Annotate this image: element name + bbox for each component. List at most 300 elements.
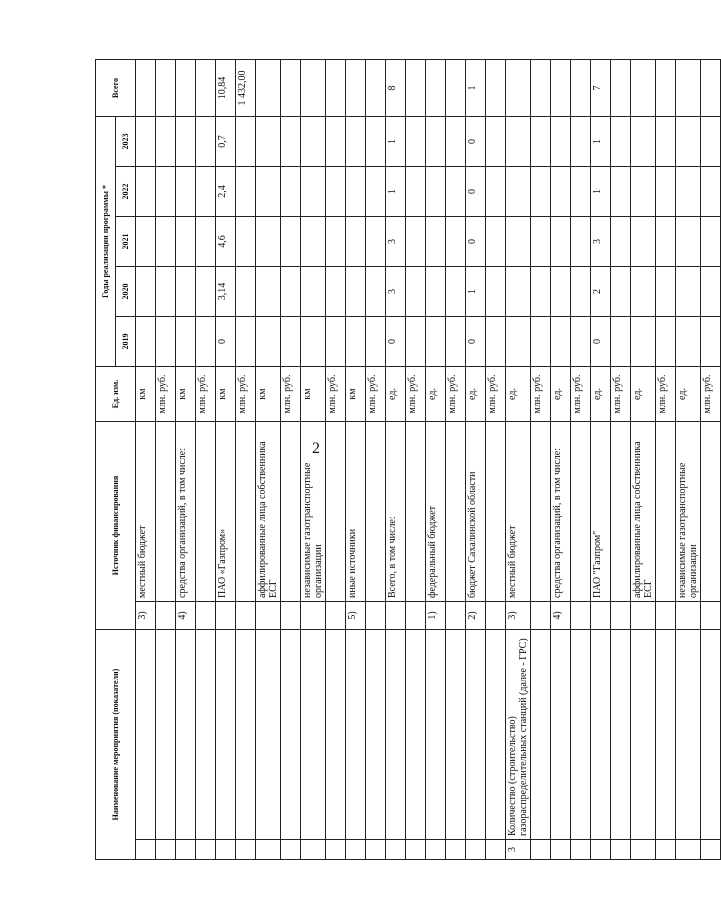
row-year-value: 0 (466, 217, 486, 267)
row-year-value (176, 217, 196, 267)
row-year-value (571, 167, 591, 217)
table-row (216, 59, 236, 859)
row-index (301, 840, 326, 860)
row-total (631, 59, 656, 116)
row-unit: млн. руб. (531, 367, 551, 422)
row-number (591, 602, 611, 630)
row-year-value (176, 116, 196, 166)
table-row (591, 59, 611, 859)
row-year-value (281, 317, 301, 367)
row-index (176, 840, 196, 860)
row-event (486, 630, 506, 840)
row-event (591, 630, 611, 840)
table-row (446, 59, 466, 859)
row-year-value (326, 267, 346, 317)
row-year-value (156, 267, 176, 317)
row-year-value (176, 167, 196, 217)
row-source (196, 422, 216, 602)
header-years-group: Годы реализации программы * (96, 116, 116, 366)
row-event (701, 630, 721, 840)
row-year-value (506, 167, 531, 217)
table-row (301, 59, 326, 859)
row-index (386, 840, 406, 860)
table-row (551, 59, 571, 859)
row-year-value (611, 167, 631, 217)
row-year-value (366, 116, 386, 166)
row-number (216, 602, 236, 630)
row-source: Всего, в том числе: (386, 422, 406, 602)
row-number (386, 602, 406, 630)
row-index (551, 840, 571, 860)
row-unit: км (216, 367, 236, 422)
row-year-value (701, 217, 721, 267)
row-number: 1) (426, 602, 446, 630)
row-year-value (236, 116, 256, 166)
row-index (591, 840, 611, 860)
row-number (156, 602, 176, 630)
row-unit: ед. (676, 367, 701, 422)
row-year-value (136, 267, 156, 317)
row-index (656, 840, 676, 860)
row-unit: км (176, 367, 196, 422)
row-year-value (196, 267, 216, 317)
row-year-value (426, 317, 446, 367)
table-row (506, 59, 531, 859)
row-year-value: 2 (591, 267, 611, 317)
row-year-value (366, 167, 386, 217)
row-year-value (196, 116, 216, 166)
row-total (326, 59, 346, 116)
row-total (701, 59, 721, 116)
row-event (426, 630, 446, 840)
row-number (611, 602, 631, 630)
row-total: 8 (386, 59, 406, 116)
row-year-value (256, 116, 281, 166)
row-source (656, 422, 676, 602)
row-year-value (611, 317, 631, 367)
row-index (216, 840, 236, 860)
row-year-value (256, 167, 281, 217)
row-year-value (281, 167, 301, 217)
row-event (346, 630, 366, 840)
row-year-value (346, 217, 366, 267)
row-year-value: 0 (466, 317, 486, 367)
row-index (196, 840, 216, 860)
row-total (406, 59, 426, 116)
row-year-value (156, 116, 176, 166)
table-row (386, 59, 406, 859)
row-year-value (656, 217, 676, 267)
row-total (426, 59, 446, 116)
row-year-value (676, 217, 701, 267)
row-number: 4) (176, 602, 196, 630)
row-source: иные источники (346, 422, 366, 602)
row-year-value (486, 217, 506, 267)
row-number: 5) (346, 602, 366, 630)
row-year-value (236, 167, 256, 217)
header-unit: Ед. изм. (96, 367, 136, 422)
row-year-value (486, 317, 506, 367)
table-row (156, 59, 176, 859)
row-source: бюджет Сахалинской области (466, 422, 486, 602)
row-year-value: 3 (386, 267, 406, 317)
row-number (406, 602, 426, 630)
row-source (236, 422, 256, 602)
row-total (611, 59, 631, 116)
row-year-value (236, 217, 256, 267)
table-row (466, 59, 486, 859)
table-row (486, 59, 506, 859)
row-year-value (531, 167, 551, 217)
row-event (301, 630, 326, 840)
row-unit: ед. (591, 367, 611, 422)
table-body (136, 59, 721, 859)
row-unit: млн. руб. (281, 367, 301, 422)
header-source: Источник финансирования (96, 422, 136, 630)
row-unit: ед. (631, 367, 656, 422)
row-event (256, 630, 281, 840)
row-year-value (571, 116, 591, 166)
row-number: 3) (506, 602, 531, 630)
row-year-value (551, 116, 571, 166)
row-unit: ед. (466, 367, 486, 422)
row-unit: млн. руб. (656, 367, 676, 422)
row-event (611, 630, 631, 840)
row-index (446, 840, 466, 860)
row-total (346, 59, 366, 116)
row-number (256, 602, 281, 630)
row-total (486, 59, 506, 116)
row-number: 4) (551, 602, 571, 630)
row-index (326, 840, 346, 860)
row-year-value (631, 167, 656, 217)
row-year-value (426, 217, 446, 267)
row-number (531, 602, 551, 630)
row-year-value (301, 267, 326, 317)
row-event (326, 630, 346, 840)
row-event (676, 630, 701, 840)
row-number (366, 602, 386, 630)
row-number (281, 602, 301, 630)
row-total: 1 432,00 (236, 59, 256, 116)
row-year-value (531, 267, 551, 317)
row-unit: ед. (506, 367, 531, 422)
row-event (571, 630, 591, 840)
row-source: местный бюджет (506, 422, 531, 602)
row-unit: млн. руб. (236, 367, 256, 422)
row-year-value (551, 317, 571, 367)
row-event (531, 630, 551, 840)
row-source: независимые газотранспортные организации (301, 422, 326, 602)
row-event (281, 630, 301, 840)
row-total (571, 59, 591, 116)
row-year-value (551, 217, 571, 267)
row-source: аффилированные лица собственника ЕСГ (631, 422, 656, 602)
row-year-value: 1 (591, 167, 611, 217)
header-row-1 (96, 59, 116, 859)
row-year-value: 4,6 (216, 217, 236, 267)
row-index (611, 840, 631, 860)
row-unit: млн. руб. (196, 367, 216, 422)
row-year-value (301, 116, 326, 166)
row-total: 1 (466, 59, 486, 116)
row-index (571, 840, 591, 860)
row-source: федеральный бюджет (426, 422, 446, 602)
row-year-value (426, 167, 446, 217)
row-year-value (631, 116, 656, 166)
row-source (446, 422, 466, 602)
row-year-value (301, 217, 326, 267)
row-year-value (406, 116, 426, 166)
row-number (656, 602, 676, 630)
row-index (256, 840, 281, 860)
row-event (446, 630, 466, 840)
row-unit: млн. руб. (326, 367, 346, 422)
row-total (256, 59, 281, 116)
row-year-value (136, 217, 156, 267)
row-total (176, 59, 196, 116)
row-year-value (656, 116, 676, 166)
row-year-value (326, 116, 346, 166)
row-year-value (326, 317, 346, 367)
row-event (136, 630, 156, 840)
row-number (631, 602, 656, 630)
row-source (406, 422, 426, 602)
row-year-value (551, 267, 571, 317)
row-event (466, 630, 486, 840)
row-index (466, 840, 486, 860)
row-event (406, 630, 426, 840)
row-source (611, 422, 631, 602)
row-unit: млн. руб. (486, 367, 506, 422)
row-total (551, 59, 571, 116)
page-number: 2 (312, 440, 320, 457)
row-year-value (366, 217, 386, 267)
row-unit: млн. руб. (446, 367, 466, 422)
row-source: независимые газотранспортные организации (676, 422, 701, 602)
row-year-value (531, 217, 551, 267)
row-year-value (196, 167, 216, 217)
row-source (486, 422, 506, 602)
row-event (156, 630, 176, 840)
row-unit: км (301, 367, 326, 422)
row-event (631, 630, 656, 840)
row-year-value (611, 116, 631, 166)
row-number (326, 602, 346, 630)
row-year-value (701, 317, 721, 367)
row-source (156, 422, 176, 602)
row-year-value (506, 317, 531, 367)
row-year-value (236, 267, 256, 317)
row-year-value (631, 317, 656, 367)
row-index (426, 840, 446, 860)
row-total (446, 59, 466, 116)
row-year-value (281, 217, 301, 267)
row-year-value (176, 267, 196, 317)
row-year-value (701, 167, 721, 217)
row-year-value (406, 267, 426, 317)
row-unit: млн. руб. (701, 367, 721, 422)
row-total: 10,84 (216, 59, 236, 116)
row-total (656, 59, 676, 116)
row-year-value: 2,4 (216, 167, 236, 217)
row-year-value: 0 (386, 317, 406, 367)
row-unit: км (346, 367, 366, 422)
row-year-value: 3,14 (216, 267, 236, 317)
row-source: ПАО "Газпром" (591, 422, 611, 602)
row-year-value (571, 317, 591, 367)
row-unit: ед. (551, 367, 571, 422)
row-total (136, 59, 156, 116)
row-total: 7 (591, 59, 611, 116)
header-total: Всего (96, 59, 136, 116)
row-year-value (701, 116, 721, 166)
row-number (301, 602, 326, 630)
row-unit: млн. руб. (156, 367, 176, 422)
row-year-value (446, 116, 466, 166)
row-total (366, 59, 386, 116)
table-row (326, 59, 346, 859)
row-source (326, 422, 346, 602)
row-year-value (656, 267, 676, 317)
row-event (196, 630, 216, 840)
row-year-value (506, 267, 531, 317)
row-year-value: 0 (216, 317, 236, 367)
row-source (531, 422, 551, 602)
row-year-value (571, 217, 591, 267)
row-unit: км (136, 367, 156, 422)
row-unit: ед. (386, 367, 406, 422)
row-index (701, 840, 721, 860)
row-year-value (136, 116, 156, 166)
row-year-value (486, 267, 506, 317)
header-year: 2019 (116, 317, 136, 367)
table-row (656, 59, 676, 859)
row-year-value (366, 267, 386, 317)
row-year-value (326, 167, 346, 217)
row-year-value (176, 317, 196, 367)
row-year-value (631, 217, 656, 267)
row-event (551, 630, 571, 840)
row-year-value (426, 267, 446, 317)
row-index (486, 840, 506, 860)
row-year-value: 0 (591, 317, 611, 367)
row-year-value (486, 167, 506, 217)
row-year-value (301, 167, 326, 217)
financing-table (95, 59, 721, 860)
row-year-value: 1 (386, 167, 406, 217)
row-year-value (426, 116, 446, 166)
table-row (346, 59, 366, 859)
row-year-value (256, 267, 281, 317)
row-year-value: 1 (591, 116, 611, 166)
row-year-value (406, 217, 426, 267)
row-year-value (196, 317, 216, 367)
row-unit: млн. руб. (366, 367, 386, 422)
row-index (346, 840, 366, 860)
row-source: средства организаций, в том числе: (551, 422, 571, 602)
row-year-value (446, 267, 466, 317)
row-year-value: 1 (386, 116, 406, 166)
row-year-value (136, 167, 156, 217)
row-year-value (446, 317, 466, 367)
row-year-value: 0,7 (216, 116, 236, 166)
row-year-value: 1 (466, 267, 486, 317)
row-year-value (256, 217, 281, 267)
table-row (176, 59, 196, 859)
row-source: ПАО «Газпром» (216, 422, 236, 602)
row-total (281, 59, 301, 116)
row-year-value (611, 267, 631, 317)
row-number (571, 602, 591, 630)
row-year-value (156, 317, 176, 367)
row-event (236, 630, 256, 840)
table-row (281, 59, 301, 859)
table-row (256, 59, 281, 859)
row-total (156, 59, 176, 116)
row-year-value (326, 217, 346, 267)
row-index (156, 840, 176, 860)
header-year: 2023 (116, 116, 136, 166)
row-event (656, 630, 676, 840)
table-row (366, 59, 386, 859)
row-source (571, 422, 591, 602)
row-year-value (406, 317, 426, 367)
row-year-value (346, 267, 366, 317)
row-year-value (531, 317, 551, 367)
row-source: местный бюджет (136, 422, 156, 602)
table-row (676, 59, 701, 859)
header-year: 2022 (116, 167, 136, 217)
row-total (196, 59, 216, 116)
row-source (281, 422, 301, 602)
row-number: 2) (466, 602, 486, 630)
row-year-value (676, 267, 701, 317)
row-index (136, 840, 156, 860)
row-year-value (551, 167, 571, 217)
row-number (676, 602, 701, 630)
row-number (486, 602, 506, 630)
rotated-table-container (95, 60, 713, 860)
row-number (446, 602, 466, 630)
row-event (366, 630, 386, 840)
row-year-value (656, 317, 676, 367)
table-row (631, 59, 656, 859)
row-year-value (631, 267, 656, 317)
header-year: 2021 (116, 217, 136, 267)
row-index (531, 840, 551, 860)
row-year-value (366, 317, 386, 367)
header-year: 2020 (116, 267, 136, 317)
row-year-value (486, 116, 506, 166)
row-year-value (446, 217, 466, 267)
row-year-value: 3 (591, 217, 611, 267)
row-year-value (506, 116, 531, 166)
row-index (366, 840, 386, 860)
table-row (426, 59, 446, 859)
table-row (701, 59, 721, 859)
row-unit: млн. руб. (406, 367, 426, 422)
row-year-value: 3 (386, 217, 406, 267)
row-source (701, 422, 721, 602)
row-year-value (571, 267, 591, 317)
row-unit: млн. руб. (611, 367, 631, 422)
row-year-value: 0 (466, 116, 486, 166)
row-total (301, 59, 326, 116)
row-event: Количество (строительство) газораспределительных станций (далее - ГРС) (506, 630, 531, 840)
row-total (531, 59, 551, 116)
row-year-value (656, 167, 676, 217)
